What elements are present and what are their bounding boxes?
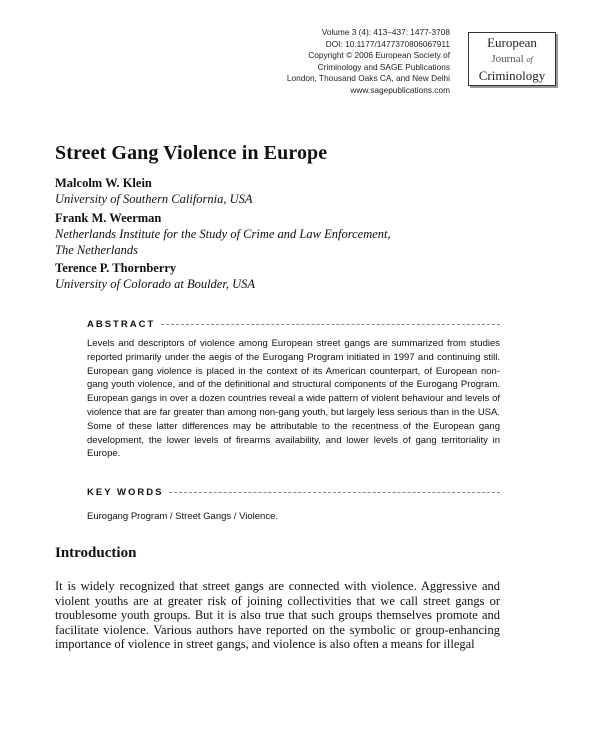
keywords-heading [87, 487, 500, 498]
pub-line-copyright: Copyright © 2006 European Society of [308, 50, 450, 61]
pub-line-doi: DOI: 10.1177/1477370806067911 [325, 38, 450, 49]
pub-line-locations: London, Thousand Oaks CA, and New Delhi [286, 73, 450, 84]
affiliation-line: University of Southern California, USA [55, 192, 253, 206]
keywords-heading-label: KEY WORDS [87, 487, 164, 498]
abstract-divider [161, 324, 500, 325]
pub-line-publisher: Criminology and SAGE Publications [317, 61, 450, 72]
journal-logo [468, 32, 556, 86]
author-affiliation-1 [55, 191, 253, 207]
section-heading-introduction: Introduction [55, 545, 137, 561]
author-affiliation-2 [55, 226, 391, 258]
abstract-heading-label: ABSTRACT [87, 319, 156, 330]
publication-info [287, 27, 450, 97]
abstract-text: Levels and descriptors of violence among European street gangs are summarized from studies reported primarily under the aegis of the Eurogang Program initiated in 1997 and continuing still. European gang violence is placed in the context of its American counterpart, of European non-gang youth violence, and of the definitional and structural components of the Eurogang Program. European gangs in over a dozen countries reveal a wide pattern of violent behaviour and levels of violence that are far greater than among non-gang youth, but largely less serious than in the USA. Some of these latter differences may be attributable to the recentness of the European gang development, the lower levels of firearms availability, and lower levels of gang territoriality in Europe. [87, 338, 500, 460]
author-name-3: Terence P. Thornberry [55, 261, 177, 275]
introduction-paragraph: It is widely recognized that street gangs are connected with violence. Aggressive and violent youths are at greater risk of joining collectivities that we call street gangs or troublesome youth groups. But it is also true that such groups themselves promote and facilitate violence. Various authors have reported on the symbolic or group-enhancing importance of violence in street gangs, and violence is also often a means for illegal [55, 579, 500, 652]
paper-title: Street Gang Violence in Europe [55, 142, 328, 164]
journal-logo-line2 [469, 51, 555, 68]
journal-logo-line3: Criminology [478, 68, 546, 83]
keywords-divider [169, 492, 500, 493]
author-affiliation-3 [55, 276, 255, 292]
journal-logo-of: of [526, 55, 533, 64]
affiliation-line: The Netherlands [55, 243, 138, 257]
affiliation-line: University of Colorado at Boulder, USA [55, 277, 255, 291]
journal-logo-line1: European [487, 35, 537, 50]
keywords-text: Eurogang Program / Street Gangs / Violence. [87, 511, 278, 522]
pub-line-website: www.sagepublications.com [350, 84, 450, 95]
pub-line-volume: Volume 3 (4): 413–437: 1477-3708 [321, 27, 450, 37]
journal-logo-word: Journal [491, 53, 524, 65]
affiliation-line: Netherlands Institute for the Study of Crime and Law Enforcement, [55, 227, 391, 241]
author-name-2: Frank M. Weerman [55, 211, 162, 225]
author-name-1: Malcolm W. Klein [55, 176, 152, 190]
abstract-heading [87, 319, 500, 330]
